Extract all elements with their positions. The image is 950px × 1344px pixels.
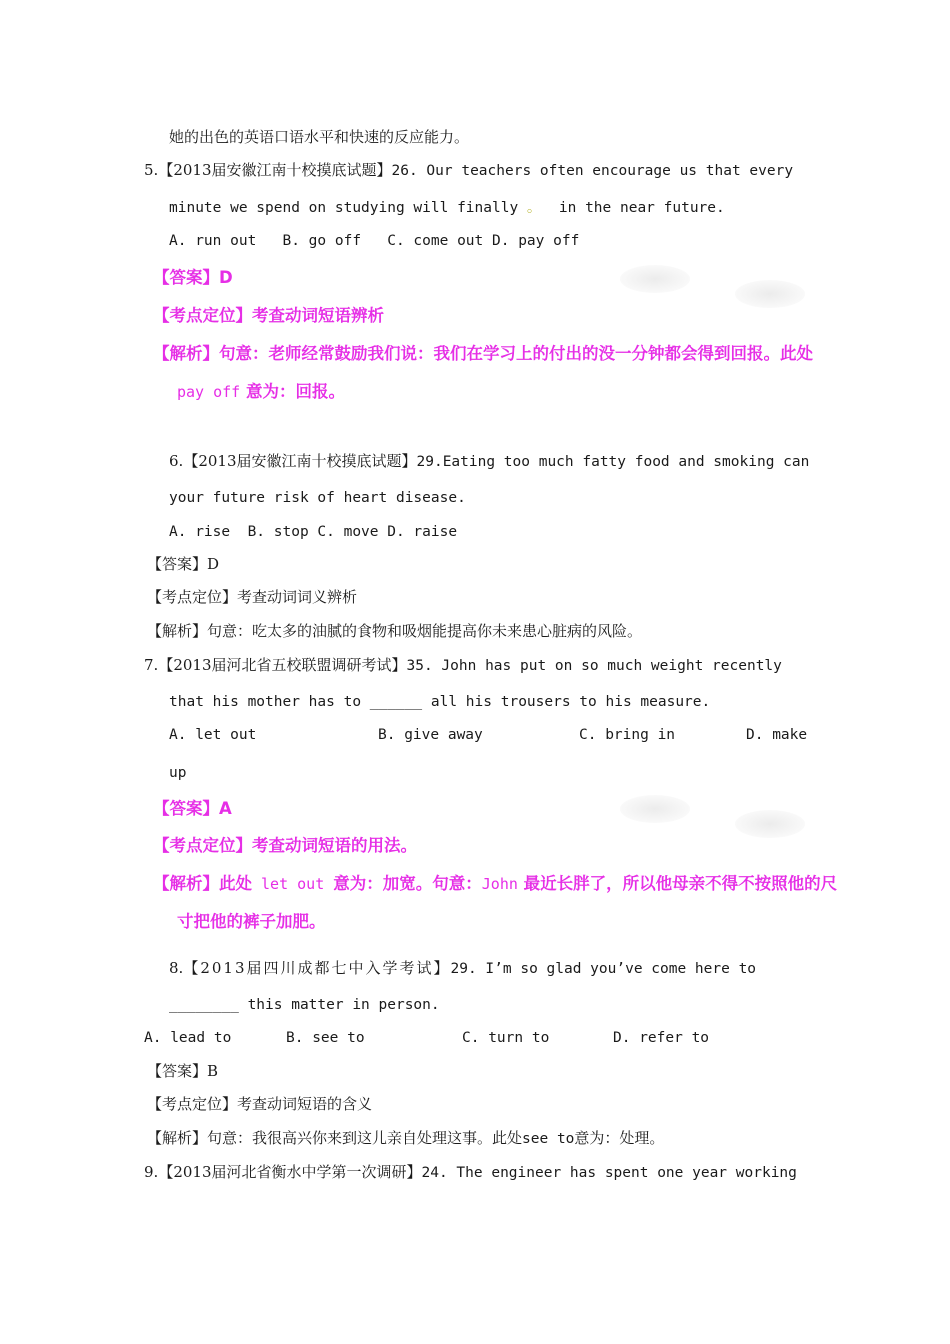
q6-text1: 29.Eating too much fatty food and smoking can	[416, 454, 810, 470]
q7-analysis-line2: 寸把他的裤子加肥。	[177, 912, 326, 931]
q5-source: 【2013届安徽江南十校摸底试题】	[158, 161, 392, 179]
q9-number: 9.	[144, 1163, 159, 1181]
q8-stem-line2: ________ this matter in person.	[169, 997, 440, 1013]
q5-text2b: in the near future.	[541, 200, 725, 216]
q7-answer-label: 【答案】	[153, 799, 219, 818]
q7-stem-line1	[144, 655, 782, 676]
q8-option-d: D. refer to	[613, 1030, 710, 1046]
q5-analysis-text2: 意为：回报。	[240, 382, 345, 401]
q7-point-value: 考查动词短语的用法。	[252, 836, 417, 855]
q8-stem-line1	[169, 958, 756, 979]
q5-stem-line1	[144, 160, 793, 181]
q8-analysis-label: 【解析】	[147, 1129, 208, 1147]
q6-stem-line2: your future risk of heart disease.	[169, 490, 466, 506]
q7-analysis-mono: let out	[252, 875, 334, 893]
q8-analysis	[147, 1128, 664, 1149]
q7-option-b: B. give away	[378, 727, 483, 743]
q7-source: 【2013届河北省五校联盟调研考试】	[158, 656, 407, 674]
q8-answer-label: 【答案】	[147, 1062, 208, 1080]
q7-point-label: 【考点定位】	[153, 836, 252, 855]
q6-answer-value: D	[207, 555, 220, 573]
q7-option-d: D. make	[746, 727, 808, 743]
q5-text2: minute we spend on studying will finally	[169, 200, 527, 216]
q5-number: 5.	[144, 161, 159, 179]
q5-blank-mark: 。	[526, 200, 542, 216]
q5-stem-line2	[169, 198, 725, 218]
q6-analysis-label: 【解析】	[147, 622, 208, 640]
q7-option-c: C. bring in	[579, 727, 676, 743]
q5-answer-label: 【答案】	[153, 268, 219, 287]
q7-answer	[153, 799, 232, 819]
q8-answer	[147, 1061, 218, 1081]
q6-number: 6.	[169, 452, 184, 470]
q5-analysis-text1: 句意：老师经常鼓励我们说：我们在学习上的付出的没一分钟都会得到回报。此处	[219, 344, 813, 363]
q8-answer-value: B	[207, 1062, 219, 1080]
q5-analysis-line2	[177, 382, 345, 402]
q7-analysis-text1c: 最近长胖了，所以他母亲不得不按照他的尺	[517, 874, 838, 893]
q9-stem-line1	[144, 1162, 797, 1183]
q6-source: 【2013届安徽江南十校摸底试题】	[183, 452, 417, 470]
q9-text1: 24. The engineer has spent one year working	[421, 1165, 797, 1181]
q6-answer-label: 【答案】	[147, 555, 208, 573]
q8-analysis-mono: see to	[522, 1131, 575, 1147]
q8-analysis-tail: 意为：处理。	[574, 1129, 665, 1147]
q7-analysis-mono2: John	[481, 875, 518, 893]
q6-analysis	[147, 621, 642, 641]
q6-point	[147, 587, 357, 607]
q8-option-b: B. see to	[286, 1030, 365, 1046]
q5-text1: 26. Our teachers often encourage us that every	[391, 163, 794, 179]
watermark	[620, 795, 690, 823]
q7-option-d-cont: up	[169, 765, 187, 781]
q7-point	[153, 836, 417, 856]
q8-point-label: 【考点定位】	[147, 1095, 238, 1113]
q8-analysis-text: 句意：我很高兴你来到这儿亲自处理这事。此处	[207, 1129, 523, 1147]
q6-stem-line1	[169, 451, 809, 472]
q5-analysis-label: 【解析】	[153, 344, 219, 363]
q6-answer	[147, 554, 219, 574]
q5-options: A. run out B. go off C. come out D. pay off	[169, 233, 580, 249]
watermark	[735, 810, 805, 838]
q4-tail-line: 她的出色的英语口语水平和快速的反应能力。	[169, 128, 470, 146]
q7-analysis-line1	[153, 874, 837, 894]
q9-source: 【2013届河北省衡水中学第一次调研】	[158, 1163, 422, 1181]
q6-point-label: 【考点定位】	[147, 588, 238, 606]
q5-analysis-line1	[153, 344, 813, 364]
q6-analysis-text: 句意：吃太多的油腻的食物和吸烟能提高你未来患心脏病的风险。	[207, 622, 643, 640]
q5-analysis-mono: pay off	[177, 383, 241, 401]
q7-answer-value: A	[219, 799, 232, 818]
q8-source: 【2013届四川成都七中入学考试】	[183, 959, 451, 977]
q7-number: 7.	[144, 656, 159, 674]
q5-point-label: 【考点定位】	[153, 306, 252, 325]
q8-option-c: C. turn to	[462, 1030, 550, 1046]
q7-analysis-text1a: 此处	[219, 874, 252, 893]
q7-analysis-text1b: 意为：加宽。句意：	[333, 874, 482, 893]
q8-point-value: 考查动词短语的含义	[237, 1095, 373, 1113]
q5-answer	[153, 268, 233, 288]
q8-point	[147, 1094, 372, 1114]
q7-analysis-label: 【解析】	[153, 874, 219, 893]
q8-option-a: A. lead to	[144, 1030, 232, 1046]
q7-text1: 35. John has put on so much weight recently	[406, 658, 782, 674]
q5-point-value: 考查动词短语辨析	[252, 306, 384, 325]
q7-stem-line2: that his mother has to ______ all his trousers to his measure.	[169, 694, 711, 710]
q5-answer-value: D	[219, 268, 233, 287]
watermark	[735, 280, 805, 308]
q8-number: 8.	[169, 959, 184, 977]
q7-option-a: A. let out	[169, 727, 257, 743]
q8-text1: 29. I’m so glad you’ve come here to	[450, 961, 757, 977]
q6-point-value: 考查动词词义辨析	[237, 588, 358, 606]
q5-point	[153, 306, 384, 326]
q6-options: A. rise B. stop C. move D. raise	[169, 524, 458, 540]
watermark	[620, 265, 690, 293]
